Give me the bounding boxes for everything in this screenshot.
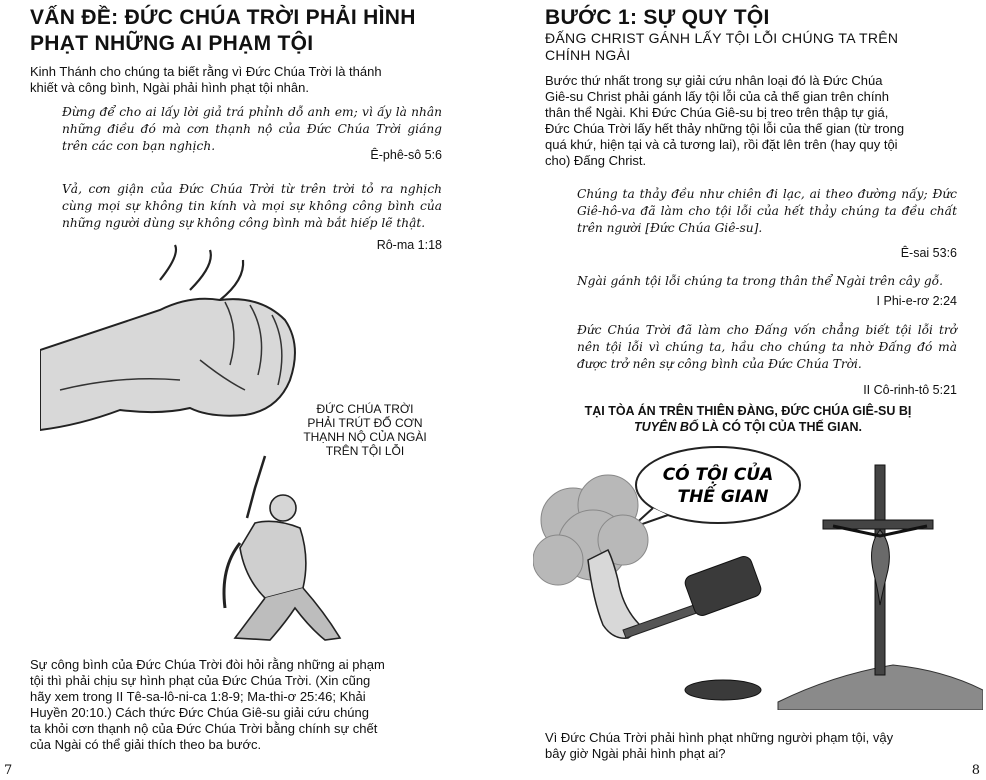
- caption-line-1: TẠI TÒA ÁN TRÊN THIÊN ĐÀNG, ĐỨC CHÚA GIÊ-SU BỊ: [584, 404, 912, 418]
- left-bottom-line4: Huyền 20:10.) Cách thức Đức Chúa Giê-su giải cứu chúng: [30, 705, 369, 720]
- left-bottom-line6: của Ngài có thể giải thích theo ba bước.: [30, 737, 262, 752]
- right-intro-line2: Giê-su Christ phải gánh lấy tội lỗi của cả thế gian trên chính: [545, 89, 889, 104]
- kneeling-man-illustration: [195, 448, 345, 648]
- caption-rest: LÀ CÓ TỘI CỦA THẾ GIAN.: [698, 420, 862, 434]
- motion-line: [220, 260, 243, 300]
- gavel: [623, 554, 763, 638]
- left-intro-line1: Kinh Thánh cho chúng ta biết rằng vì Đức Chúa Trời là thánh: [30, 64, 382, 79]
- right-intro-line1: Bước thứ nhất trong sự giải cứu nhân loại đó là Đức Chúa: [545, 73, 883, 88]
- caption-line: PHẢI TRÚT ĐỔ CƠN: [307, 416, 423, 430]
- right-ref-3: II Cô-rinh-tô 5:21: [863, 383, 957, 397]
- bubble-line-2: THẾ GIAN: [677, 487, 769, 507]
- caption-line-2: [533, 419, 963, 435]
- left-intro-line2: khiết và công bình, Ngài phải hình phạt tội nhân.: [30, 80, 309, 95]
- right-title: BƯỚC 1: SỰ QUY TỘI: [545, 6, 770, 29]
- left-bottom-line5: ta khỏi cơn thạnh nộ của Đức Chúa Trời bằng chính sự chết: [30, 721, 378, 736]
- left-bottom-line3: hãy xem trong II Tê-sa-lô-ni-ca 1:8-9; Ma-thi-ơ 25:46; Khải: [30, 689, 366, 704]
- fist-illustration: [40, 240, 310, 440]
- right-intro-line5: quá khứ, hiện tại và cả tương lai), rồi đặt lên trên (hay quy tội: [545, 137, 898, 152]
- left-title-line2: PHẠT NHỮNG AI PHẠM TỘI: [30, 32, 314, 55]
- right-intro-line6: cho) Đấng Christ.: [545, 153, 647, 168]
- page-number-right: 8: [971, 763, 980, 778]
- left-ref-2: Rô-ma 1:18: [376, 238, 442, 252]
- right-intro-line4: Đức Chúa Trời lấy hết thảy những tội lỗi của thế gian (từ trong: [545, 121, 905, 136]
- caption-italic: TUYÊN BỐ: [633, 420, 699, 434]
- right-subtitle-line1: ĐẤNG CHRIST GÁNH LẤY TỘI LỖI CHÚNG TA TRÊN: [545, 30, 899, 46]
- motion-line: [190, 250, 211, 290]
- right-subtitle-line2: CHÍNH NGÀI: [545, 47, 631, 63]
- page-number-left: 7: [4, 763, 13, 778]
- left-title-line1: VẤN ĐỀ: ĐỨC CHÚA TRỜI PHẢI HÌNH: [30, 6, 416, 29]
- right-quote-1: Chúng ta thảy đều như chiên đi lạc, ai theo đường nấy; Đức Giê-hô-va đã làm cho tội lỗi của hết thảy chúng ta đều chất trên người [Đức Chúa Giê-su].: [577, 187, 957, 235]
- right-ref-1: Ê-sai 53:6: [900, 246, 957, 260]
- bubble-line-1: CÓ TỘI CỦA: [662, 465, 774, 485]
- cross: [823, 465, 933, 675]
- sound-block: [685, 680, 761, 700]
- right-page: [493, 0, 986, 780]
- motion-line: [160, 245, 176, 280]
- left-bottom-line1: Sự công bình của Đức Chúa Trời đòi hỏi rằng những ai phạm: [30, 657, 385, 672]
- left-quote-2: Vả, cơn giận của Đức Chúa Trời từ trên trời tỏ ra nghịch cùng mọi sự không tin kính và mọi sự không công bình của những người dùng sự không công bình mà bắt hiếp lẽ thật.: [62, 182, 442, 230]
- right-bottom-line1: Vì Đức Chúa Trời phải hình phạt những người phạm tội, vậy: [545, 730, 894, 745]
- right-quote-2: Ngài gánh tội lỗi chúng ta trong thân thể Ngài trên cây gỗ.: [577, 274, 943, 288]
- right-ref-2: I Phi-e-rơ 2:24: [876, 294, 957, 308]
- left-bottom-line2: tội thì phải chịu sự hình phạt của Đức Chúa Trời. (Xin cũng: [30, 673, 371, 688]
- right-intro-line3: thân thể Ngài. Khi Đức Chúa Giê-su bị treo trên thập tự giá,: [545, 105, 889, 120]
- right-bottom-line2: bây giờ Ngài phải hình phạt ai?: [545, 746, 726, 761]
- right-caption: [533, 403, 963, 435]
- caption-line: THẠNH NỘ CỦA NGÀI: [303, 430, 427, 444]
- right-quote-3: Đức Chúa Trời đã làm cho Đấng vốn chẳng biết tội lỗi trở nên tội lỗi vì chúng ta, hầu cho chúng ta nhờ Đấng đó mà được trở nên sự công bình của Đức Chúa Trời.: [577, 323, 957, 371]
- gavel-cross-illustration: [533, 440, 983, 710]
- left-ref-1: Ê-phê-sô 5:6: [370, 148, 442, 162]
- caption-line: TRÊN TỘI LỖI: [325, 444, 405, 458]
- caption-line: ĐỨC CHÚA TRỜI: [316, 402, 414, 416]
- left-quote-1: Đừng để cho ai lấy lời giả trá phỉnh dỗ anh em; vì ấy là nhân những điều đó mà cơn thạnh nộ của Đức Chúa Trời giáng trên các con bạn nghịch.: [62, 105, 442, 153]
